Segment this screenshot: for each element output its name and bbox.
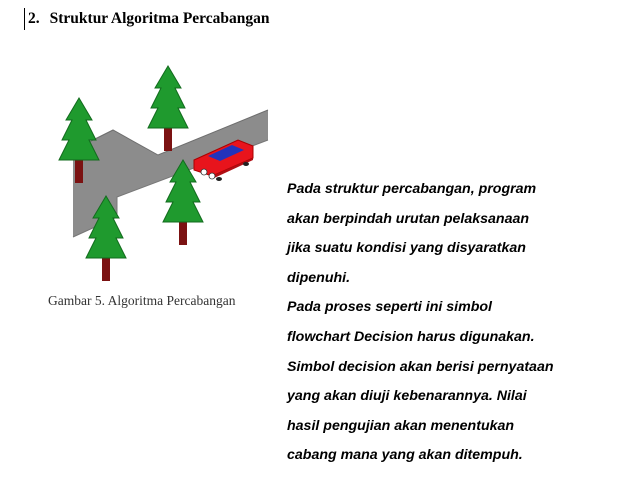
- tree-icon: [148, 66, 188, 151]
- description-paragraph: [287, 177, 637, 473]
- paragraph-line: jika suatu kondisi yang disyaratkan: [287, 240, 526, 257]
- paragraph-line: yang akan diuji kebenarannya. Nilai: [287, 388, 527, 405]
- paragraph-line: Simbol decision akan berisi pernyataan: [287, 358, 554, 375]
- section-number: 2.: [28, 10, 40, 27]
- section-title: Struktur Algoritma Percabangan: [49, 10, 270, 27]
- paragraph-line: dipenuhi.: [287, 269, 351, 286]
- paragraph-line: akan berpindah urutan pelaksanaan: [287, 210, 530, 227]
- paragraph-line: Pada struktur percabangan, program: [287, 181, 537, 197]
- paragraph-line: flowchart Decision harus digunakan.: [287, 328, 535, 345]
- paragraph-line: cabang mana yang akan ditempuh.: [287, 447, 523, 464]
- paragraph-line: Pada proses seperti ini simbol: [287, 299, 492, 316]
- figure-caption: Gambar 5. Algoritma Percabangan: [48, 293, 236, 308]
- paragraph-line: hasil pengujian akan menentukan: [287, 417, 515, 434]
